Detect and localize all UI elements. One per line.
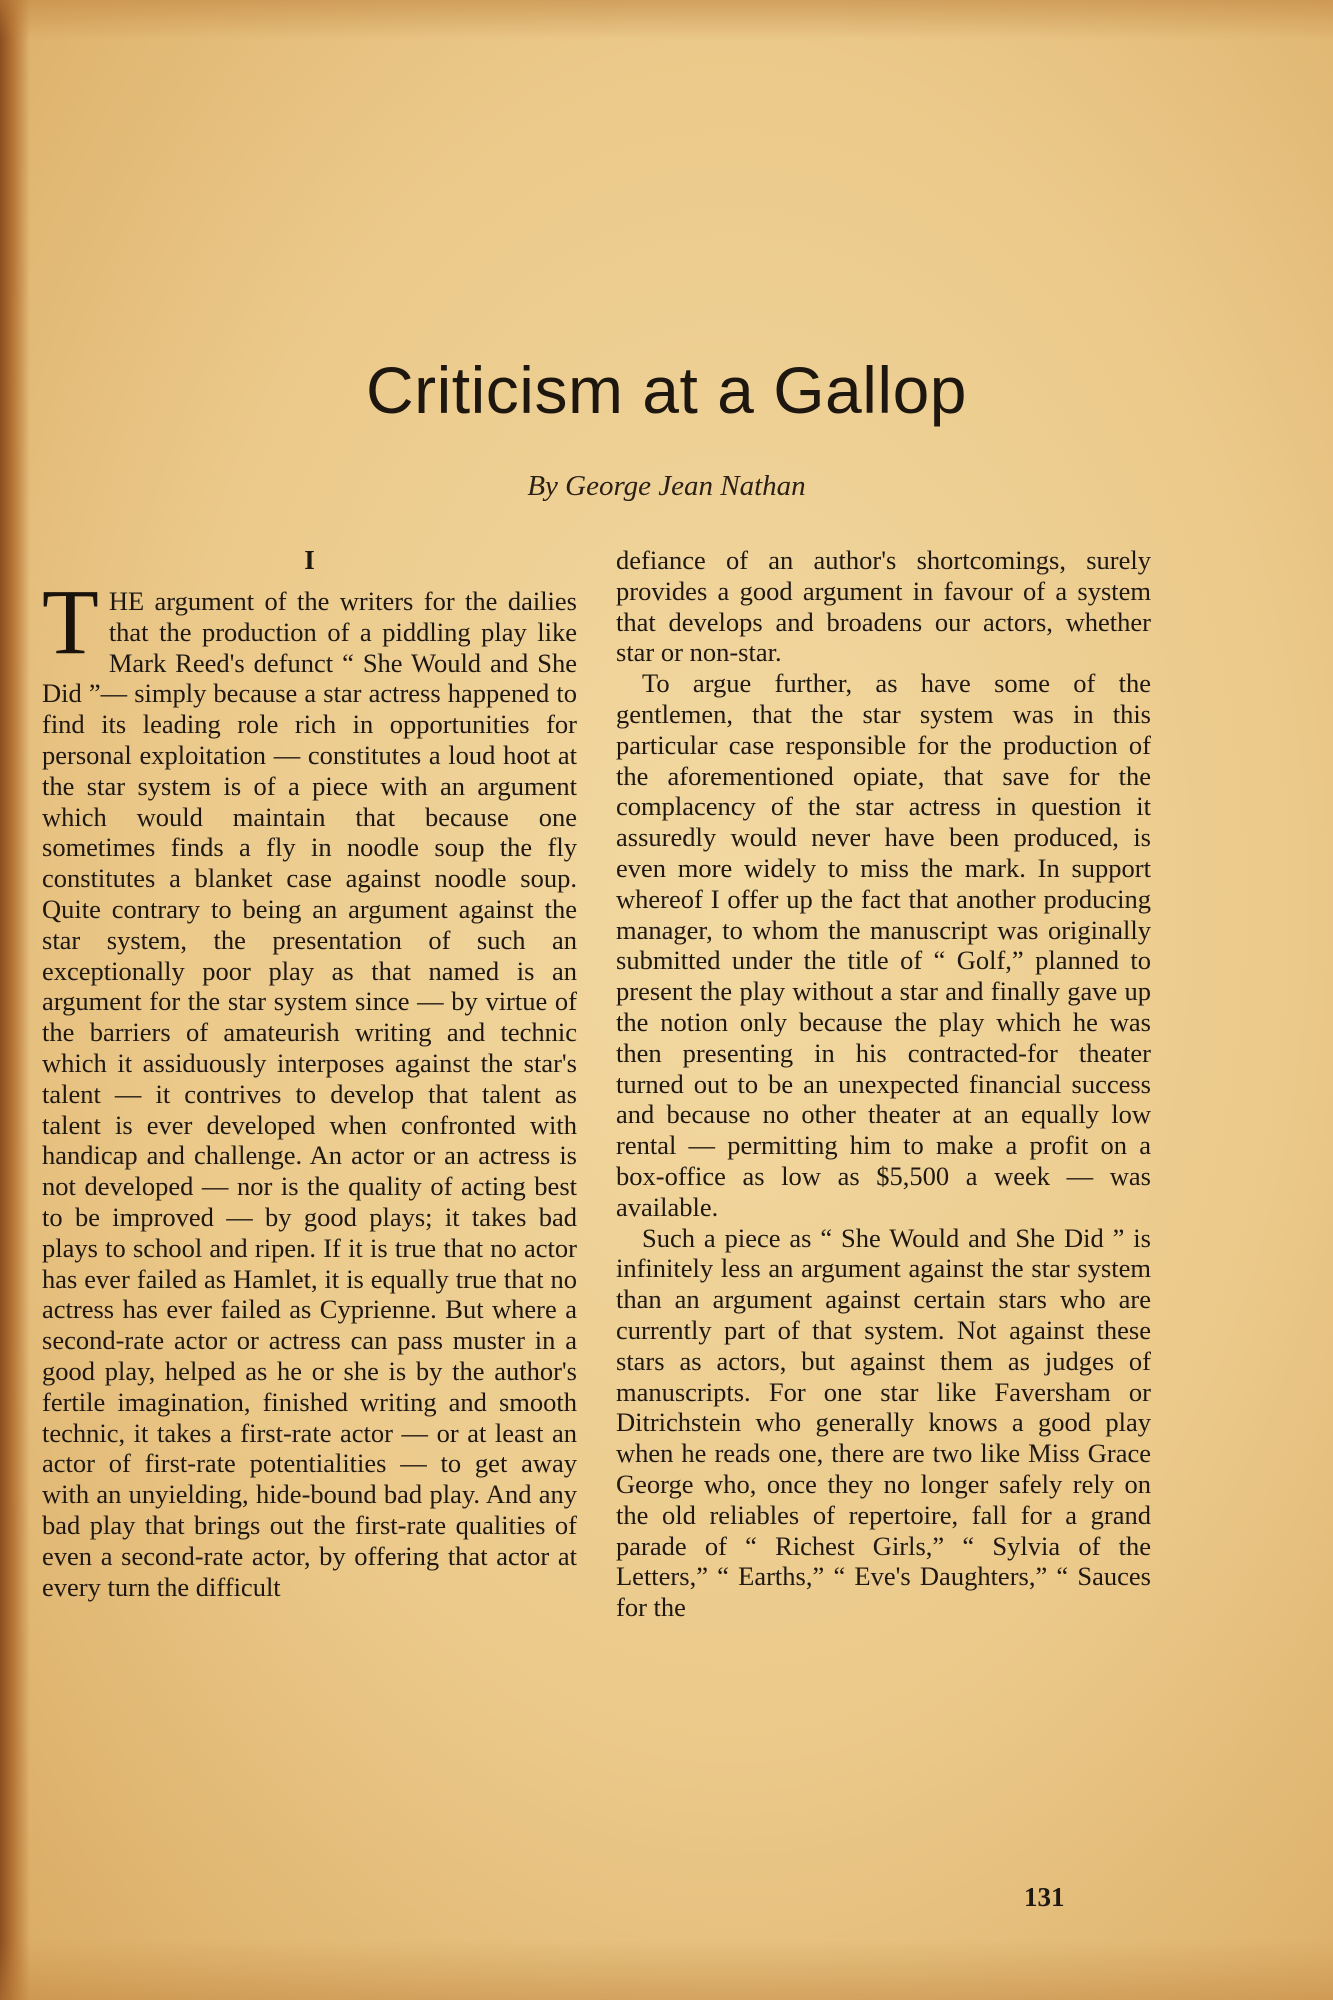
article-byline: By George Jean Nathan bbox=[527, 470, 806, 502]
left-column bbox=[42, 545, 577, 1602]
opening-paragraph-text: HE argument of the writers for the dailies that the production of a piddling play like Mark Reed's defunct “ She Would and She Did ”— simply because a star actress happened to find its leading role rich in opportunities for personal exploitation — constitutes a loud hoot at the star system is of a piece with an argument which would maintain that because one sometimes finds a fly in noodle soup the fly constitutes a blanket case against noodle soup. Quite contrary to being an argument against the star system, the presentation of such an exceptionally poor play as that named is an argument for the star system since — by virtue of the barriers of amateurish writing and technic which it assiduously interposes against the star's talent — it contrives to develop that talent as talent is ever developed when confronted with handicap and challenge. An actor or an actress is not developed — nor is the quality of acting best to be improved — by good plays; it takes bad plays to school and ripen. If it is true that no actor has ever failed as Hamlet, it is equally true that no actress has ever failed as Cyprienne. But where a second-rate actor or actress can pass muster in a good play, helped as he or she is by the author's fertile imagination, finished writing and smooth technic, it takes a first-rate actor — or at least an actor of first-rate potentialities — to get away with an unyielding, hide-bound bad play. And any bad play that brings out the first-rate qualities of even a second-rate actor, by offering that actor at every turn the difficult bbox=[42, 586, 577, 1602]
continuation-paragraph: defiance of an author's shortcomings, surely provides a good argument in favour of a system that develops and broadens our actors, whether star or non-star. bbox=[616, 545, 1151, 668]
page-spine-shadow bbox=[0, 0, 30, 2000]
page-number: 131 bbox=[1024, 1882, 1065, 1912]
opening-paragraph bbox=[42, 571, 577, 1602]
paragraph-2: To argue further, as have some of the gentlemen, that the star system was in this particular case responsible for the production of the aforementioned opiate, that save for the complacency of the star actress in question it assuredly would never have been produced, is even more widely to miss the mark. In support whereof I offer up the fact that another producing manager, to whom the manuscript was originally submitted under the title of “ Golf,” planned to present the play without a star and finally gave up the notion only because the play which he was then presenting in his contracted-for theater turned out to be an unexpected financial success and because no other theater at an equally low rental — permitting him to make a profit on a box-office as low as $5,500 a week — was available. bbox=[616, 668, 1151, 1222]
drop-cap: T bbox=[42, 571, 99, 674]
section-number: I bbox=[304, 545, 315, 575]
page-bottom-edge bbox=[0, 1940, 1333, 2000]
article-title: Criticism at a Gallop bbox=[366, 353, 967, 427]
page-top-edge bbox=[0, 0, 1333, 40]
paragraph-3: Such a piece as “ She Would and She Did ” is infinitely less an argument against the star system than an argument against certain stars who are currently part of that system. Not against these stars as actors, but against them as judges of manuscripts. For one star like Faversham or Ditrichstein who generally knows a good play when he reads one, there are two like Miss Grace George who, once they no longer safely rely on the old reliables of repertoire, fall for a grand parade of “ Richest Girls,” “ Sylvia of the Letters,” “ Earths,” “ Eve's Daughters,” “ Sauces for the bbox=[616, 1222, 1151, 1623]
right-column bbox=[616, 545, 1151, 1623]
